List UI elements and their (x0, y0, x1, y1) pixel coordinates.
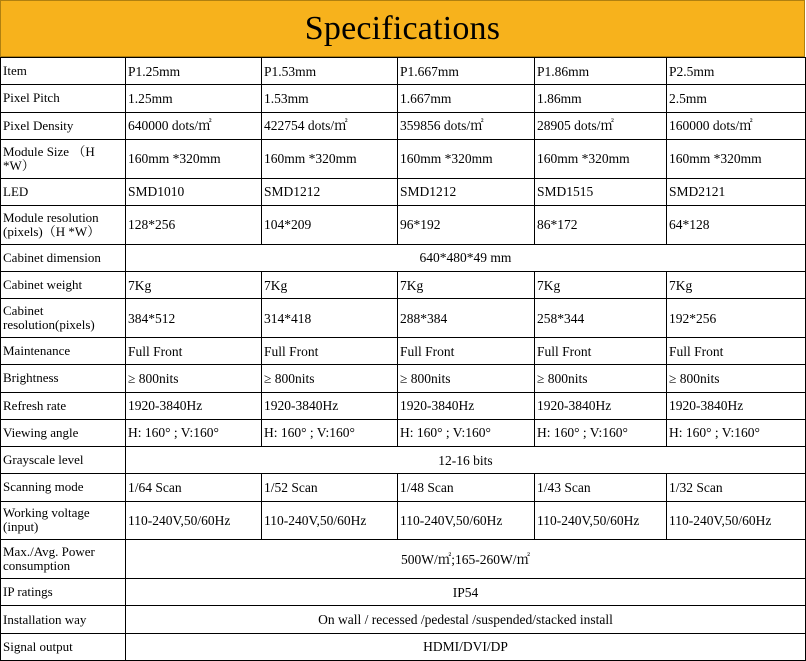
row-label: Module Size （H *W） (1, 139, 126, 178)
row-label: Module resolution (pixels)（H *W） (1, 205, 126, 244)
value-cell: Full Front (262, 337, 398, 364)
value-cell: P2.5mm (667, 58, 806, 85)
value-cell: 110-240V,50/60Hz (667, 501, 806, 540)
row-label: Cabinet weight (1, 271, 126, 298)
value-cell: 86*172 (535, 205, 667, 244)
value-cell: 110-240V,50/60Hz (126, 501, 262, 540)
value-cell: ≥ 800nits (667, 365, 806, 392)
row-label: Brightness (1, 365, 126, 392)
value-cell: 1/43 Scan (535, 474, 667, 501)
row-label: Cabinet resolution(pixels) (1, 299, 126, 338)
value-cell: H: 160° ; V:160° (535, 419, 667, 446)
table-row (1, 299, 806, 338)
table-row (1, 58, 806, 85)
value-cell: 104*209 (262, 205, 398, 244)
value-cell: 258*344 (535, 299, 667, 338)
value-cell: 1/48 Scan (398, 474, 535, 501)
value-cell: P1.53mm (262, 58, 398, 85)
table-row (1, 540, 806, 579)
value-cell: 1920-3840Hz (535, 392, 667, 419)
value-cell: 110-240V,50/60Hz (262, 501, 398, 540)
row-label: Installation way (1, 606, 126, 633)
value-cell: Full Front (398, 337, 535, 364)
row-label: Refresh rate (1, 392, 126, 419)
row-label: Pixel Pitch (1, 85, 126, 112)
row-label: Max./Avg. Power consumption (1, 540, 126, 579)
table-row (1, 419, 806, 446)
value-cell: 1.25mm (126, 85, 262, 112)
value-cell: 7Kg (667, 271, 806, 298)
value-cell: H: 160° ; V:160° (398, 419, 535, 446)
row-label: Signal output (1, 633, 126, 660)
value-cell: 314*418 (262, 299, 398, 338)
value-cell: 288*384 (398, 299, 535, 338)
value-cell: SMD1010 (126, 178, 262, 205)
value-cell: 28905 dots/㎡ (535, 112, 667, 139)
table-row (1, 474, 806, 501)
value-cell: ≥ 800nits (126, 365, 262, 392)
value-cell: 1920-3840Hz (262, 392, 398, 419)
table-row (1, 606, 806, 633)
row-label: IP ratings (1, 579, 126, 606)
page-title: Specifications (304, 9, 501, 47)
value-cell: 1/52 Scan (262, 474, 398, 501)
value-cell: 1.53mm (262, 85, 398, 112)
value-cell: P1.86mm (535, 58, 667, 85)
value-cell: 1.667mm (398, 85, 535, 112)
value-cell: 160mm *320mm (667, 139, 806, 178)
value-cell: 1.86mm (535, 85, 667, 112)
table-row (1, 178, 806, 205)
value-cell: 1920-3840Hz (398, 392, 535, 419)
value-cell: H: 160° ; V:160° (126, 419, 262, 446)
value-cell: SMD2121 (667, 178, 806, 205)
value-cell: 96*192 (398, 205, 535, 244)
value-cell: ≥ 800nits (262, 365, 398, 392)
merged-value-cell: IP54 (126, 579, 806, 606)
value-cell: H: 160° ; V:160° (667, 419, 806, 446)
value-cell: 7Kg (126, 271, 262, 298)
value-cell: 160mm *320mm (398, 139, 535, 178)
table-row (1, 447, 806, 474)
table-row (1, 501, 806, 540)
table-row (1, 139, 806, 178)
row-label: Viewing angle (1, 419, 126, 446)
table-row (1, 205, 806, 244)
row-label: Working voltage (input) (1, 501, 126, 540)
value-cell: 160mm *320mm (535, 139, 667, 178)
value-cell: 110-240V,50/60Hz (535, 501, 667, 540)
specifications-table (0, 57, 806, 661)
value-cell: 7Kg (535, 271, 667, 298)
value-cell: 7Kg (398, 271, 535, 298)
value-cell: SMD1212 (398, 178, 535, 205)
value-cell: 160mm *320mm (262, 139, 398, 178)
specifications-table-body (1, 58, 806, 661)
table-row (1, 271, 806, 298)
value-cell: 1920-3840Hz (126, 392, 262, 419)
table-row (1, 365, 806, 392)
row-label: Item (1, 58, 126, 85)
table-row (1, 112, 806, 139)
row-label: Scanning mode (1, 474, 126, 501)
title-bar (0, 0, 805, 57)
merged-value-cell: 640*480*49 mm (126, 244, 806, 271)
value-cell: H: 160° ; V:160° (262, 419, 398, 446)
value-cell: 64*128 (667, 205, 806, 244)
merged-value-cell: 12-16 bits (126, 447, 806, 474)
value-cell: P1.25mm (126, 58, 262, 85)
table-row (1, 579, 806, 606)
value-cell: SMD1212 (262, 178, 398, 205)
value-cell: 640000 dots/㎡ (126, 112, 262, 139)
row-label: Cabinet dimension (1, 244, 126, 271)
table-row (1, 244, 806, 271)
value-cell: Full Front (535, 337, 667, 364)
value-cell: 1/64 Scan (126, 474, 262, 501)
value-cell: 192*256 (667, 299, 806, 338)
row-label: Maintenance (1, 337, 126, 364)
row-label: LED (1, 178, 126, 205)
value-cell: 1920-3840Hz (667, 392, 806, 419)
merged-value-cell: HDMI/DVI/DP (126, 633, 806, 660)
value-cell: 160000 dots/㎡ (667, 112, 806, 139)
value-cell: Full Front (126, 337, 262, 364)
value-cell: Full Front (667, 337, 806, 364)
table-row (1, 85, 806, 112)
row-label: Grayscale level (1, 447, 126, 474)
table-row (1, 633, 806, 660)
table-row (1, 392, 806, 419)
value-cell: P1.667mm (398, 58, 535, 85)
value-cell: 7Kg (262, 271, 398, 298)
value-cell: 359856 dots/㎡ (398, 112, 535, 139)
value-cell: 422754 dots/㎡ (262, 112, 398, 139)
value-cell: 128*256 (126, 205, 262, 244)
value-cell: 1/32 Scan (667, 474, 806, 501)
merged-value-cell: On wall / recessed /pedestal /suspended/stacked install (126, 606, 806, 633)
value-cell: ≥ 800nits (398, 365, 535, 392)
value-cell: SMD1515 (535, 178, 667, 205)
value-cell: 110-240V,50/60Hz (398, 501, 535, 540)
merged-value-cell: 500W/㎡;165-260W/㎡ (126, 540, 806, 579)
value-cell: ≥ 800nits (535, 365, 667, 392)
table-row (1, 337, 806, 364)
value-cell: 384*512 (126, 299, 262, 338)
row-label: Pixel Density (1, 112, 126, 139)
value-cell: 2.5mm (667, 85, 806, 112)
value-cell: 160mm *320mm (126, 139, 262, 178)
